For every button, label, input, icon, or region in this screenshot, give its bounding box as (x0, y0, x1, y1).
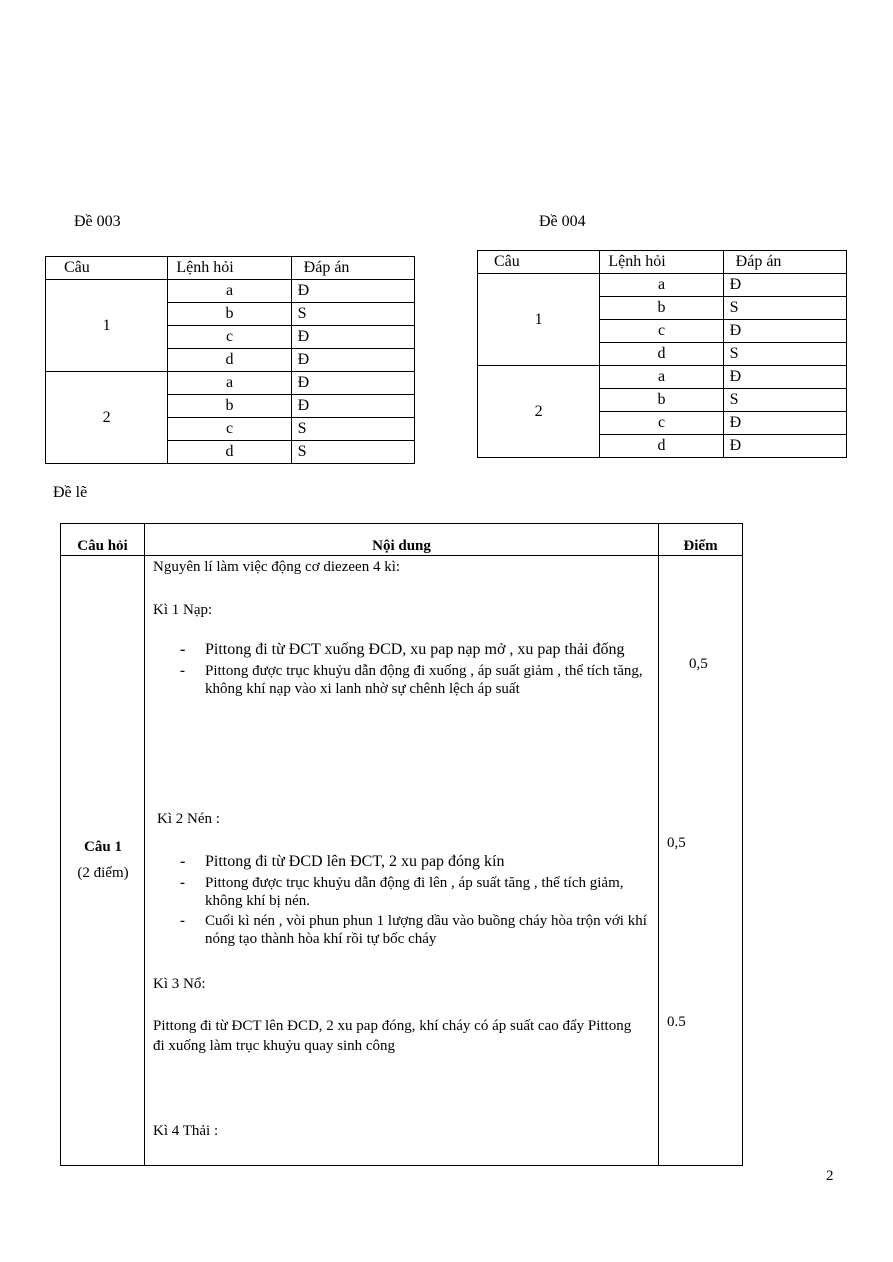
lenh-hoi-cell: a (168, 372, 291, 395)
question-cell (61, 556, 145, 1166)
dap-an-cell: Đ (723, 274, 846, 297)
lenh-hoi-cell: c (168, 418, 291, 441)
header-lenh-hoi: Lệnh hỏi (168, 257, 291, 280)
header-dap-an: Đáp án (723, 251, 846, 274)
dap-an-cell: Đ (723, 435, 846, 458)
dap-an-cell: Đ (291, 326, 414, 349)
header-diem: Điểm (659, 524, 743, 556)
lenh-hoi-cell: d (600, 435, 723, 458)
lenh-hoi-cell: d (168, 441, 291, 464)
dap-an-cell: Đ (291, 349, 414, 372)
header-cau-hoi: Câu hỏi (61, 524, 145, 556)
lenh-hoi-cell: a (600, 274, 723, 297)
score-cell (659, 556, 743, 1166)
list-item: - Pittong được trục khuỷu dẫn động đi xuống , áp suất giảm , thể tích tăng, không khí nạp vào xi lanh nhờ sự chênh lệch áp suất (180, 663, 643, 697)
de-003-table (45, 256, 415, 464)
lenh-hoi-cell: b (168, 303, 291, 326)
ky3-title: Kì 3 Nổ: (153, 976, 206, 992)
list-item: - Cuối kì nén , vòi phun phun 1 lượng dầu vào buồng cháy hòa trộn với khí nóng tạo thành hòa khí rồi tự bốc cháy (180, 913, 647, 947)
question-label: Câu 1 (84, 839, 122, 855)
list-item: - Pittong đi từ ĐCD lên ĐCT, 2 xu pap đóng kín (180, 853, 505, 870)
cau-number: 1 (46, 280, 168, 372)
dap-an-cell: S (291, 303, 414, 326)
table-header-row (61, 524, 743, 556)
lenh-hoi-cell: d (600, 343, 723, 366)
ky3-text: Pittong đi từ ĐCT lên ĐCD, 2 xu pap đóng, khí cháy có áp suất cao đẩy Pittong đi xuống làm trục khuỷu quay sinh công (153, 1018, 632, 1054)
lenh-hoi-cell: c (600, 412, 723, 435)
dap-an-cell: S (723, 343, 846, 366)
header-cau: Câu (46, 257, 168, 280)
table-row (61, 556, 743, 1166)
ky4-title: Kì 4 Thải : (153, 1123, 219, 1139)
dap-an-cell: Đ (291, 372, 414, 395)
table-row (46, 372, 415, 395)
header-dap-an: Đáp án (291, 257, 414, 280)
cau-number: 2 (478, 366, 600, 458)
table-header-row (46, 257, 415, 280)
ky2-list (153, 852, 653, 950)
question-points: (2 điểm) (77, 865, 129, 881)
lenh-hoi-cell: c (600, 320, 723, 343)
table-row (478, 274, 847, 297)
de-004-title: Đề 004 (539, 213, 586, 230)
lenh-hoi-cell: b (600, 389, 723, 412)
ky1-list (153, 640, 653, 700)
list-item: - Pittong đi từ ĐCT xuống ĐCD, xu pap nạp mở , xu pap thải đống (180, 641, 625, 658)
ky2-score: 0,5 (667, 835, 686, 851)
dap-an-cell: Đ (723, 366, 846, 389)
dap-an-cell: Đ (723, 320, 846, 343)
lenh-hoi-cell: b (168, 395, 291, 418)
dap-an-cell: S (291, 441, 414, 464)
table-row (46, 280, 415, 303)
dap-an-cell: Đ (291, 395, 414, 418)
cau-number: 1 (478, 274, 600, 366)
list-item: - Pittong được trục khuỷu dẫn động đi lên , áp suất tăng , thể tích giảm, không khí bị nén. (180, 875, 624, 909)
header-cau: Câu (478, 251, 600, 274)
dap-an-cell: S (291, 418, 414, 441)
table-row (478, 366, 847, 389)
ky1-title: Kì 1 Nạp: (153, 602, 213, 618)
intro-text: Nguyên lí làm việc động cơ diezeen 4 kì: (153, 559, 401, 575)
ky2-title: Kì 2 Nén : (157, 811, 220, 827)
ky1-score: 0,5 (689, 656, 708, 672)
lenh-hoi-cell: c (168, 326, 291, 349)
header-noi-dung: Nội dung (145, 524, 659, 556)
lenh-hoi-cell: b (600, 297, 723, 320)
lenh-hoi-cell: d (168, 349, 291, 372)
lenh-hoi-cell: a (168, 280, 291, 303)
de-le-label: Đề lẽ (53, 484, 88, 501)
lenh-hoi-cell: a (600, 366, 723, 389)
table-header-row (478, 251, 847, 274)
cau-number: 2 (46, 372, 168, 464)
dap-an-cell: S (723, 297, 846, 320)
dap-an-cell: Đ (291, 280, 414, 303)
answer-key-table (60, 523, 743, 1166)
header-lenh-hoi: Lệnh hỏi (600, 251, 723, 274)
dap-an-cell: Đ (723, 412, 846, 435)
page-number: 2 (826, 1168, 834, 1184)
de-003-title: Đề 003 (74, 213, 121, 230)
ky3-score: 0.5 (667, 1014, 686, 1030)
content-cell (145, 556, 659, 1166)
de-004-table (477, 250, 847, 458)
dap-an-cell: S (723, 389, 846, 412)
